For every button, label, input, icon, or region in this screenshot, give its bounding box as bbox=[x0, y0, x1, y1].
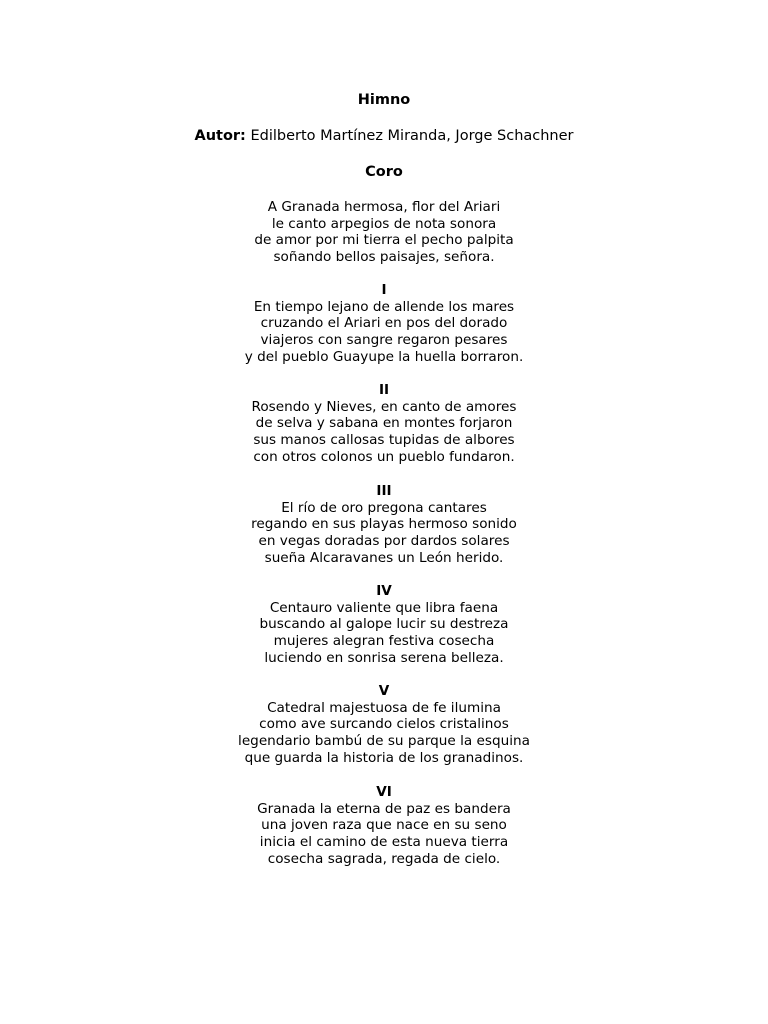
stanza-line: regando en sus playas hermoso sonido bbox=[251, 516, 517, 533]
stanza-1 bbox=[0, 282, 768, 366]
stanza-number: IV bbox=[376, 583, 392, 599]
stanza-line: de selva y sabana en montes forjaron bbox=[255, 415, 513, 432]
stanza-line: mujeres alegran festiva cosecha bbox=[273, 633, 495, 650]
stanza-number: II bbox=[378, 382, 390, 398]
stanza-line: Rosendo y Nieves, en canto de amores bbox=[251, 398, 517, 415]
stanza-line: luciendo en sonrisa serena belleza. bbox=[264, 649, 504, 666]
chorus-heading: Coro bbox=[365, 164, 403, 180]
chorus-line: soñando bellos paisajes, señora. bbox=[273, 249, 495, 266]
stanza-number: VI bbox=[376, 784, 392, 800]
chorus-line: de amor por mi tierra el pecho palpita bbox=[254, 232, 514, 249]
stanza-line: sus manos callosas tupidas de albores bbox=[253, 432, 515, 449]
stanza-line: una joven raza que nace en su seno bbox=[261, 817, 507, 834]
stanza-line: En tiempo lejano de allende los mares bbox=[253, 298, 515, 315]
stanza-line: El río de oro pregona cantares bbox=[281, 499, 487, 516]
stanza-line: sueña Alcaravanes un León herido. bbox=[264, 549, 504, 566]
stanza-number: III bbox=[376, 483, 392, 499]
stanza-line: en vegas doradas por dardos solares bbox=[258, 533, 510, 550]
stanza-line: buscando al galope lucir su destreza bbox=[259, 616, 509, 633]
stanza-4 bbox=[0, 583, 768, 667]
stanza-line: viajeros con sangre regaron pesares bbox=[260, 332, 508, 349]
stanza-line: como ave surcando cielos cristalinos bbox=[259, 716, 509, 733]
stanza-line: Catedral majestuosa de fe ilumina bbox=[267, 699, 501, 716]
stanza-line: Centauro valiente que libra faena bbox=[269, 599, 499, 616]
chorus-line: A Granada hermosa, flor del Ariari bbox=[267, 199, 501, 215]
chorus-line: le canto arpegios de nota sonora bbox=[271, 215, 497, 232]
stanza-3 bbox=[0, 483, 768, 567]
stanza-line: legendario bambú de su parque la esquina bbox=[238, 733, 530, 750]
stanza-line: cosecha sagrada, regada de cielo. bbox=[267, 850, 501, 867]
author-names: Edilberto Martínez Miranda, Jorge Schachner bbox=[250, 128, 574, 144]
author-line bbox=[0, 127, 768, 145]
stanza-line: cruzando el Ariari en pos del dorado bbox=[260, 315, 508, 332]
stanza-5 bbox=[0, 683, 768, 767]
stanza-line: Granada la eterna de paz es bandera bbox=[257, 800, 511, 817]
stanza-6 bbox=[0, 784, 768, 868]
stanza-line: con otros colonos un pueblo fundaron. bbox=[253, 448, 515, 465]
stanza-number: I bbox=[381, 282, 387, 298]
stanza-2 bbox=[0, 382, 768, 466]
author-label: Autor: bbox=[194, 128, 246, 144]
stanza-line: inicia el camino de esta nueva tierra bbox=[259, 834, 509, 851]
document-title: Himno bbox=[357, 92, 411, 108]
stanza-number: V bbox=[378, 683, 390, 699]
chorus-stanza bbox=[0, 199, 768, 266]
stanza-line: y del pueblo Guayupe la huella borraron. bbox=[244, 348, 524, 365]
stanza-line: que guarda la historia de los granadinos. bbox=[244, 749, 524, 766]
